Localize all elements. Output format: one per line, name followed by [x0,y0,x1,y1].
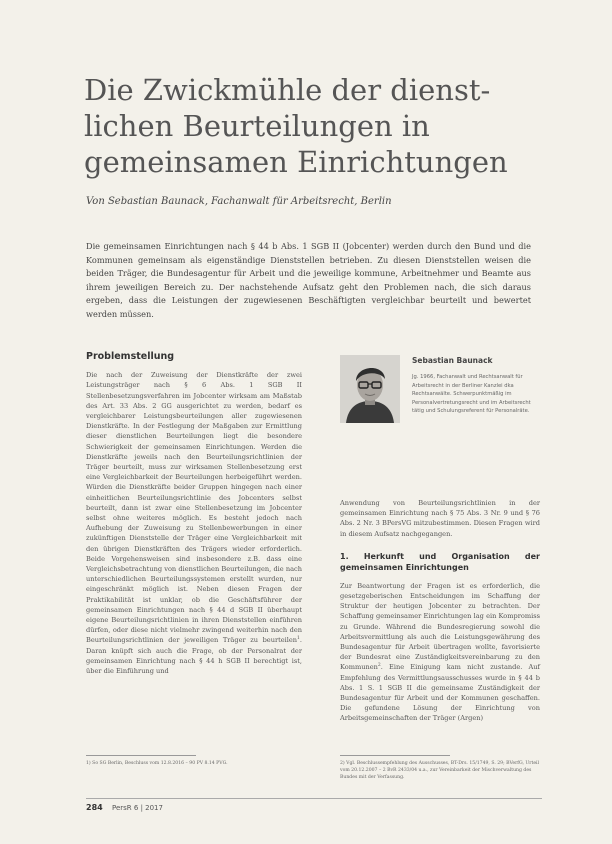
author-photo [340,355,400,423]
body-text: Anwendung von Beurteilungsrichtlinien in der gemeinsamen Einrichtung nach § 75 Abs. 3 Nr. 9 und § 76 Abs. 2 Nr. 3 BPersVG mitzubestimmen. Diesen Fragen wird in diesem Aufsatz nachgegangen. [340,499,540,538]
left-column [86,352,302,676]
body-text [86,370,302,676]
author-bio: Jg. 1966, Fachanwalt und Rechtsanwalt für Arbeitsrecht in der Berliner Kanzlei dka Rechtsanwälte. Schwerpunktmäßig im Personalvertretungsrecht und im Arbeitsrecht tätig und Schulungsreferent für Personalräte. [412,374,531,415]
body-text-part: . Daran knüpft sich auch die Frage, ob der Personalrat der gemeinsamen Einrichtung nach § 44 h SGB II berechtigt ist, über die Einführung und [86,636,302,676]
body-text-part: Die nach der Zuweisung der Dienstkräfte der zwei Leistungsträger nach § 6 Abs. 1 SGB II Stellenbesetzungsverfahren im Jobcenter wirksam am Maßstab des Art. 33 Abs. 2 GG ausgerichtet zu werden, bedarf es vergleichbarer Leistungsbeurteilungen aller zugewiesenen Dienstkräfte. In der Festlegung der Maßgaben zur Ermittlung dieser dienstlichen Beurteilungen liegt die besondere Schwierigkeit der gemeinsamen Einrichtungen. Werden die Dienstkräfte jeweils nach den Beurteilungsrichtlinien der Träger beurteilt, muss zur wirksamen Stellenbesetzung erst eine Vergleichbarkeit der Beurteilungen herbeigeführt werden. Würden die Dienstkräfte beider Gruppen hingegen nach einer einheitlichen Beurteilungsrichtlinie des Jobcenters selbst beurteilt, dann ist zwar eine Stellenbesetzung im Jobcenter selbst ohne weiteres möglich. Es besteht jedoch nach Aufhebung der Zuweisung zu Stellenbewerbungen in einer zukünftigen Dienststelle der Träger eine Vergleichbarkeit mit den übrigen Dienstkräften des Trägers wieder erforderlich. Beide Vorgehensweisen sind insbesondere z.B. dass eine Vergleichsbetrachtung von dienstlichen Beurteilungen, die nach unterschiedlichen Beurteilungssystemen erstellt wurden, nur eingeschränkt möglich ist. Neben diesen Fragen der Praktikabilität ist unklar, ob die Geschäftsführer der gemeinsamen Einrichtungen nach § 44 d SGB II überhaupt eigene Beurteilungsrichtlinien in ihren Dienststellen einführen dürfen, oder diese nicht vielmehr zwingend weiterhin nach den Beurteilungsrichtlinien der jeweiligen Träger zu beurteilen [86,371,302,645]
footnote-divider [86,755,196,756]
article-title [84,72,554,180]
title-line: Die Zwickmühle der dienst- [84,73,491,107]
page-number: 284 [86,803,103,812]
byline: Von Sebastian Baunack, Fachanwalt für Arbeitsrecht, Berlin [86,196,392,207]
footer-divider [86,798,542,799]
right-column [340,498,540,724]
author-name: Sebastian Baunack [412,356,493,365]
title-line: lichen Beurteilungen in [84,109,430,143]
section-heading: 1. Herkunft und Organisation der gemeinsamen Einrichtungen [340,551,540,572]
footnote-reference[interactable]: 1 [297,636,300,642]
section-heading: Problemstellung [86,351,175,362]
journal-name: PersR 6 | 2017 [112,804,163,812]
title-line: gemeinsamen Einrichtungen [84,145,508,179]
body-text-part: Zur Beantwortung der Fragen ist es erforderlich, die gesetzgeberischen Entscheidungen im Schaffung der Struktur der heutigen Jobcenter zu betrachten. Der Schaffung gemeinsamer Einrichtungen lag ein Kompromiss zu Grunde. Während die Bundesregierung sowohl die Arbeitsvermittlung als auch die Leistungsgewährung des Bundesagentur für Arbeit übertragen wollte, favorisierte der Bundesrat eine Zuständigkeitsvereinbarung zu den Kommunen [340,581,540,672]
body-text [340,581,540,724]
footnote-left: 1) So SG Berlin, Beschluss vom 12.8.2016 – 90 PV 8.14 PVG. [86,761,228,766]
body-text-part: . Eine Einigung kam nicht zustande. Auf Empfehlung des Vermittlungsausschusses wurde in § 44 b Abs. 1 S. 1 SGB II die gemeinsame Zuständigkeit der Bundesagentur für Arbeit und der Kommunen geschaffen. Die gefundene Lösung der Einrichtung von Arbeitsgemeinschaften der Träger (Argen) [340,663,540,723]
footnote-divider [340,755,450,756]
author-info [412,356,542,416]
author-portrait-image [340,355,400,423]
lead-paragraph: Die gemeinsamen Einrichtungen nach § 44 b Abs. 1 SGB II (Jobcenter) werden durch den Bund und die Kommunen gemeinsam als eigenständige Dienststellen betrieben. Zu diesen Dienststellen weisen die beiden Träger, die Bundesagentur für Arbeit und die jeweilige kommune, Arbeitnehmer und Beamte aus ihrem jeweiligen Bereich zu. Der nachstehende Aufsatz geht den Problemen nach, die sich daraus ergeben, dass die Leistungen der zugewiesenen Beschäftigten vergleichbar beurteilt und bewertet werden müssen. [86,241,531,319]
footnote-reference[interactable]: 2 [377,663,381,669]
footnote-right: 2) Vgl. Beschlussempfehlung des Ausschusses, BT-Drs. 15/1749, S. 29; BVerfG, Urteil vom 20.12.2007 – 2 BvR 2433/04 u.a., zur Vereinbarkeit der Mischverwaltung des Bundes mit der Verfassung. [340,761,539,780]
